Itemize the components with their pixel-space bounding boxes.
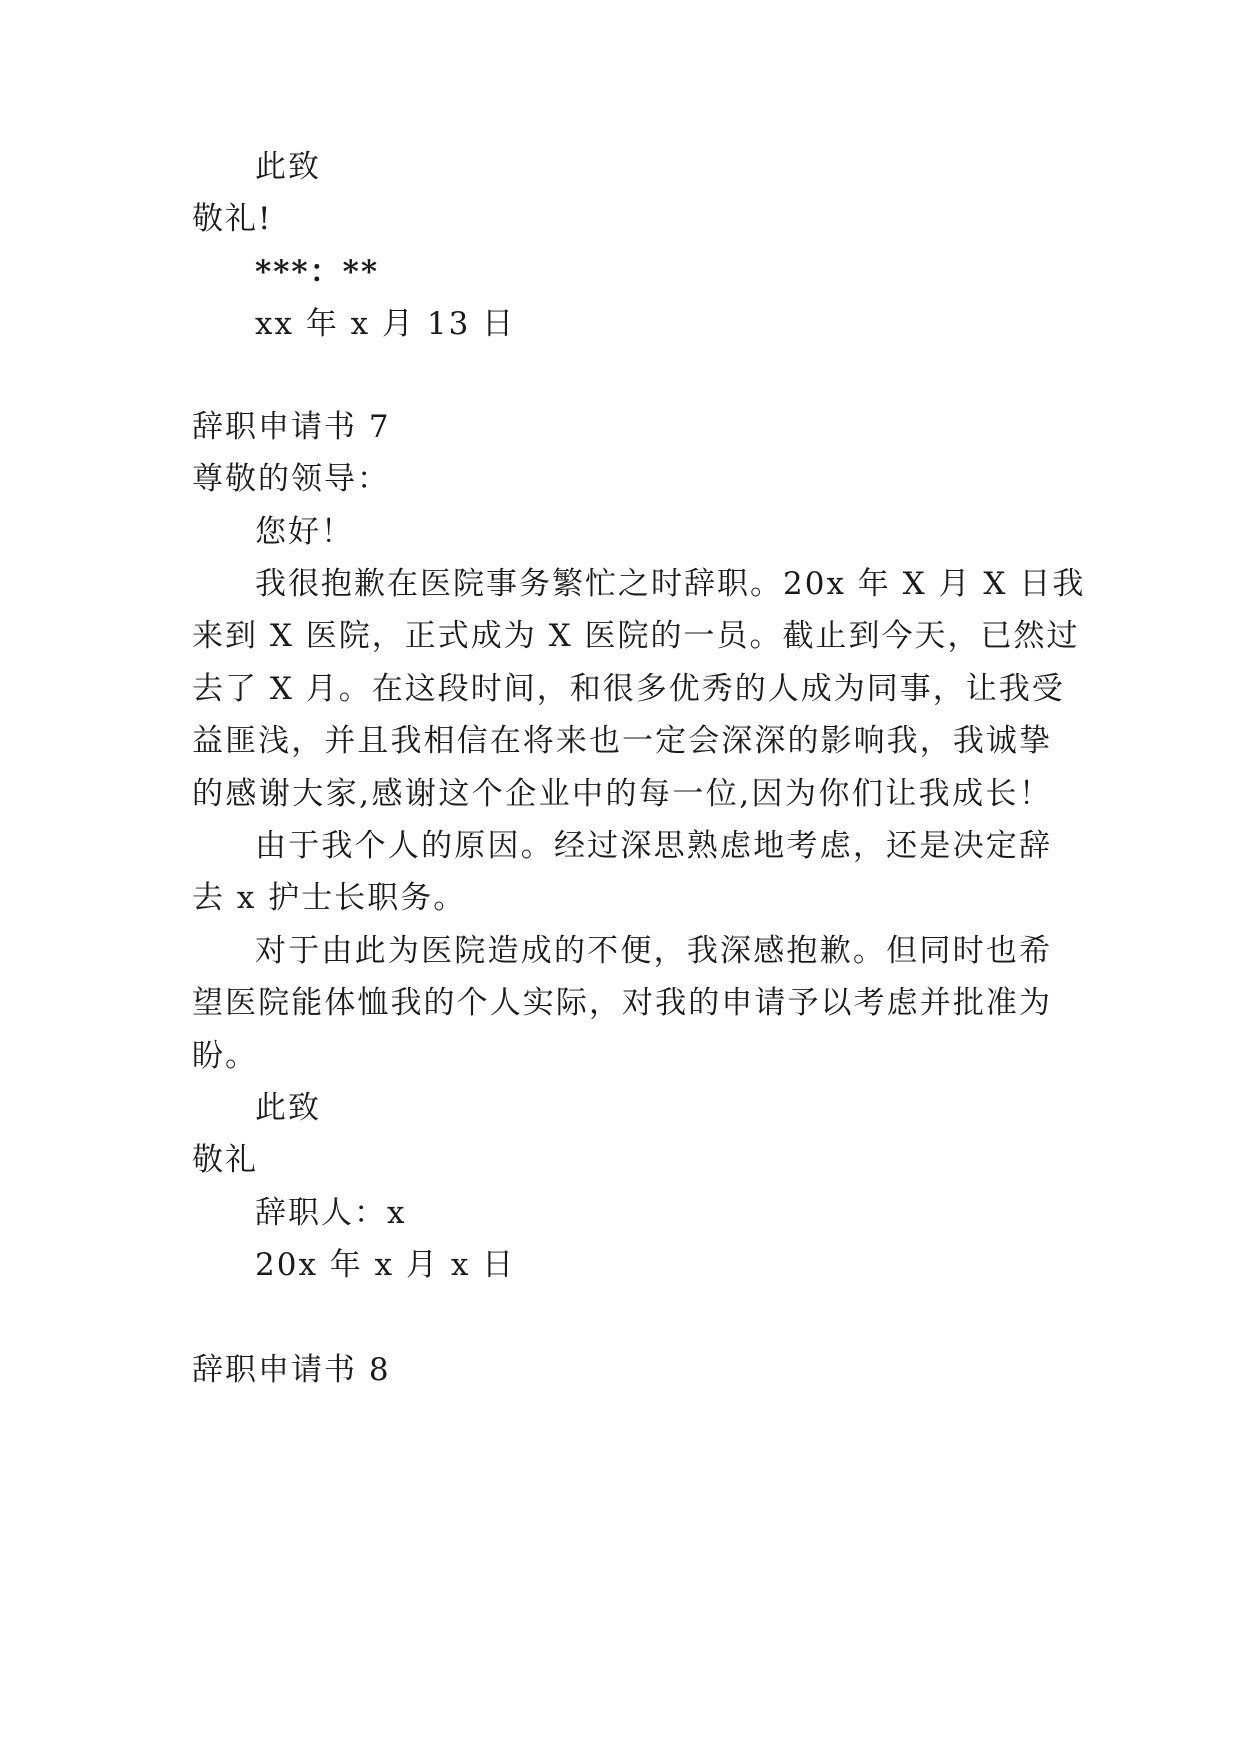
letter7-salute: 敬礼 xyxy=(192,1142,258,1178)
paragraph-line: 对于由此为医院造成的不便，我深感抱歉。但同时也希 xyxy=(255,933,1052,969)
letter7-greeting: 尊敬的领导： xyxy=(192,461,390,497)
paragraph-line: 望医院能体恤我的个人实际，对我的申请予以考虑并批准为 xyxy=(192,985,1052,1021)
letter7-date: 20x 年 x 月 x 日 xyxy=(255,1247,516,1283)
paragraph-line: 益匪浅，并且我相信在将来也一定会深深的影响我，我诚挚 xyxy=(192,723,1052,759)
letter8-title: 辞职申请书 8 xyxy=(192,1352,391,1388)
letter7-hello: 您好！ xyxy=(255,514,354,550)
letter7-closing: 此致 xyxy=(255,1090,321,1126)
letter7-title: 辞职申请书 7 xyxy=(192,409,391,445)
paragraph-line: 去了 X 月。在这段时间，和很多优秀的人成为同事，让我受 xyxy=(192,671,1065,707)
signature-prev: ***：** xyxy=(255,254,380,290)
paragraph-line: 由于我个人的原因。经过深思熟虑地考虑，还是决定辞 xyxy=(255,828,1052,864)
letter7-signature: 辞职人：x xyxy=(255,1195,407,1231)
paragraph-line: 盼。 xyxy=(192,1038,258,1074)
date-prev: xx 年 x 月 13 日 xyxy=(255,306,516,342)
closing-prev: 此致 xyxy=(255,149,321,185)
paragraph-line: 去 x 护士长职务。 xyxy=(192,880,467,916)
paragraph-line: 的感谢大家,感谢这个企业中的每一位,因为你们让我成长！ xyxy=(192,776,1052,812)
paragraph-line: 我很抱歉在医院事务繁忙之时辞职。20x 年 X 月 X 日我 xyxy=(255,566,1086,602)
paragraph-line: 来到 X 医院，正式成为 X 医院的一员。截止到今天，已然过 xyxy=(192,618,1080,654)
salute-prev: 敬礼! xyxy=(192,201,273,237)
